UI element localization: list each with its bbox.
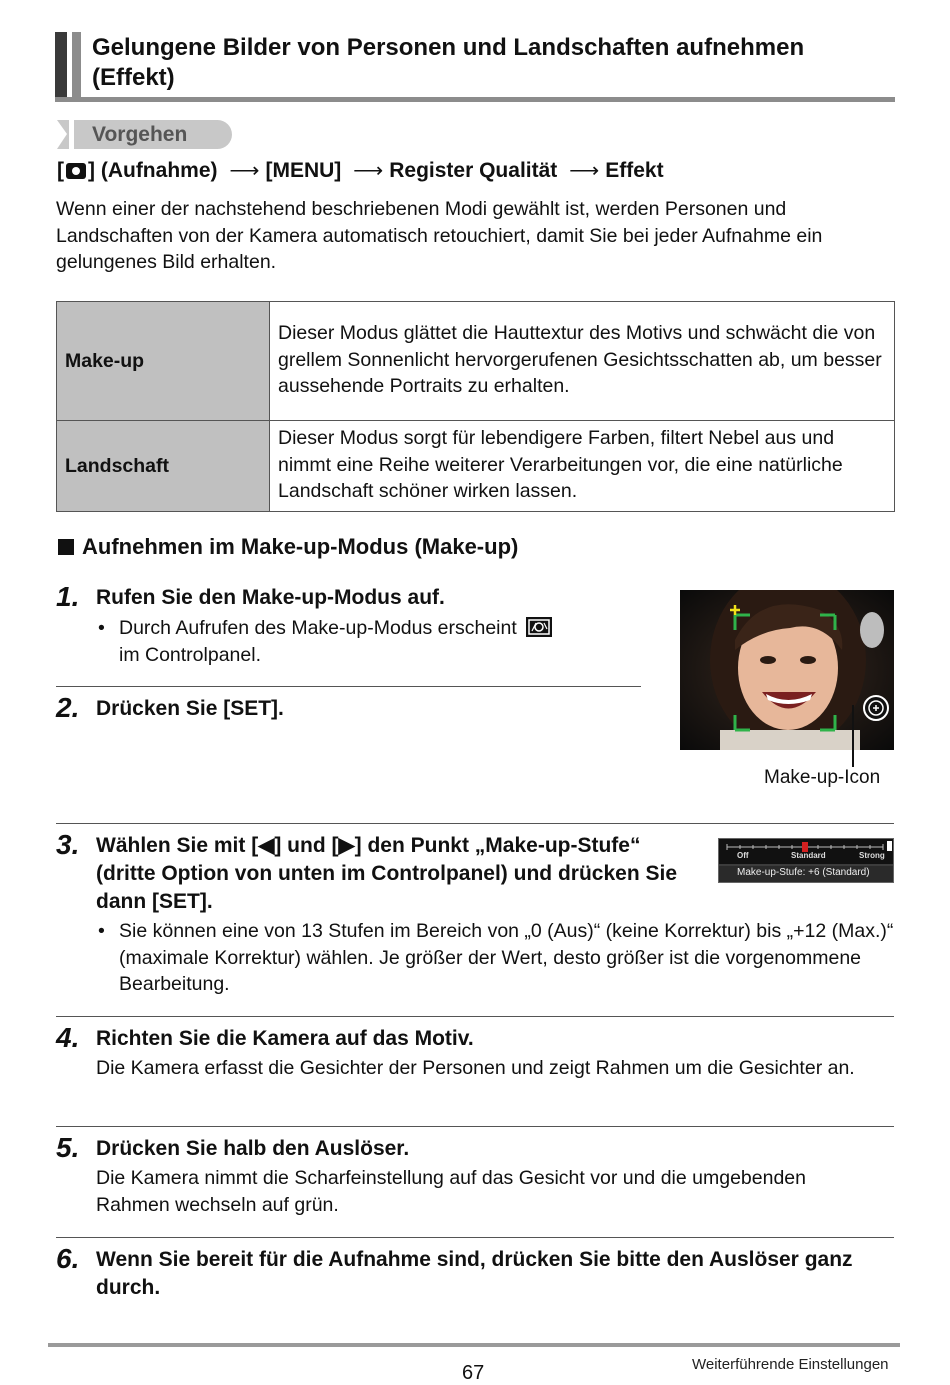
cp-label-strong: Strong: [859, 851, 885, 860]
header-accent-gray: [72, 32, 81, 100]
right-arrow-icon: ▶: [338, 834, 355, 857]
section-title: Aufnehmen im Make-up-Modus (Make-up): [82, 534, 519, 559]
table-row: [57, 421, 895, 512]
header-underline: [55, 97, 895, 102]
mode-name: Landschaft: [57, 421, 270, 512]
footer-section: Weiterführende Einstellungen: [692, 1356, 889, 1373]
camera-screen-photo: [680, 590, 894, 750]
footer-rule: [48, 1343, 900, 1347]
path-item: Effekt: [605, 159, 664, 182]
step-divider: [56, 686, 641, 687]
procedure-path: [57, 157, 664, 185]
cp-label-off: Off: [737, 851, 749, 860]
step-body: Die Kamera erfasst die Gesichter der Personen und zeigt Rahmen um die Gesichter an.: [96, 1057, 855, 1079]
step-number: 1.: [56, 581, 80, 612]
step-number: 2.: [56, 692, 80, 723]
square-bullet-icon: [58, 539, 74, 555]
procedure-tag-stripe: [69, 120, 74, 149]
procedure-tag-notch: [57, 120, 67, 149]
arrow-right-icon: ⟶: [229, 159, 260, 182]
mode-name: Make-up: [57, 302, 270, 421]
control-panel-preview: [718, 838, 894, 883]
step-title: Rufen Sie den Make-up-Modus auf.: [96, 586, 445, 609]
step-title: Richten Sie die Kamera auf das Motiv.: [96, 1027, 474, 1050]
step-note-text: im Controlpanel.: [119, 643, 261, 666]
procedure-tag-label: Vorgehen: [92, 123, 188, 146]
step-body: Die Kamera nimmt die Scharfeinstellung auf das Gesicht vor und die umgebenden Rahmen wechseln auf grün.: [96, 1167, 806, 1216]
page-number: 67: [462, 1362, 485, 1384]
step-note: Sie können eine von 13 Stufen im Bereich von „0 (Aus)“ (keine Korrektur) bis „+12 (Max.)“ (maximale Korrektur) wählen. Je größer der Wert, desto größer ist die vorgenommene Bearbeitung.: [119, 920, 894, 995]
bullet-icon: •: [98, 920, 105, 942]
page-title: Gelungene Bilder von Personen und Landschaften aufnehmen (Effekt): [92, 34, 805, 91]
step-divider: [56, 1016, 894, 1017]
path-menu: [MENU]: [265, 159, 342, 182]
caption-pointer-line: [852, 705, 854, 767]
cp-level-text: Make-up-Stufe: +6 (Standard): [737, 867, 870, 878]
step-number: 6.: [56, 1243, 80, 1274]
mode-description: Dieser Modus glättet die Hauttextur des Motivs und schwächt die von grellem Sonnenlicht hervorgerufenen Gesichtsschatten ab, um besser aussehende Portraits zu erhalten.: [270, 302, 895, 421]
step-number: 3.: [56, 829, 80, 860]
photo-caption: Make-up-Icon: [764, 767, 881, 788]
step-number: 5.: [56, 1132, 80, 1163]
path-open: [: [57, 159, 64, 182]
step-divider: [56, 1126, 894, 1127]
step-title: Drücken Sie halb den Auslöser.: [96, 1137, 410, 1160]
arrow-right-icon: ⟶: [353, 159, 384, 182]
arrow-right-icon: ⟶: [569, 159, 600, 182]
camera-icon: [66, 163, 86, 179]
step-note-text: Durch Aufrufen des Make-up-Modus erscheint: [119, 617, 517, 639]
step-title-part: ] und [: [274, 834, 339, 857]
modes-table: [56, 301, 895, 512]
step-divider: [56, 1237, 894, 1238]
path-record: ] (Aufnahme): [88, 159, 218, 182]
step-divider: [56, 823, 894, 824]
step-title-part: Wählen Sie mit [: [96, 834, 259, 857]
step-title: Wenn Sie bereit für die Aufnahme sind, drücken Sie bitte den Auslöser ganz durch.: [96, 1248, 853, 1299]
step-title: [96, 832, 701, 916]
section-heading: [58, 532, 518, 562]
step-title: Drücken Sie [SET].: [96, 697, 284, 720]
table-row: [57, 302, 895, 421]
path-tab: Register Qualität: [389, 159, 558, 182]
step-number: 4.: [56, 1022, 80, 1053]
makeup-mode-icon: [526, 617, 552, 637]
step-title-part: ] den Punkt „Make-up-Stufe“ (dritte Option von unten im Controlpanel) und drücken Sie dann [SET].: [96, 834, 677, 913]
header-accent-dark: [55, 32, 67, 100]
intro-text: Wenn einer der nachstehend beschriebenen Modi gewählt ist, werden Personen und Landschaften von der Kamera automatisch retouchiert, damit Sie bei jeder Aufnahme ein gelungenes Bild erhalten.: [56, 198, 823, 273]
bullet-icon: •: [98, 617, 105, 639]
mode-description: Dieser Modus sorgt für lebendigere Farben, filtert Nebel aus und nimmt eine Reihe weiterer Verarbeitungen vor, die eine natürliche Landschaft schöner wirken lassen.: [270, 421, 895, 512]
left-arrow-icon: ◀: [258, 834, 275, 857]
cp-label-standard: Standard: [791, 851, 826, 860]
step-note: [119, 615, 639, 668]
